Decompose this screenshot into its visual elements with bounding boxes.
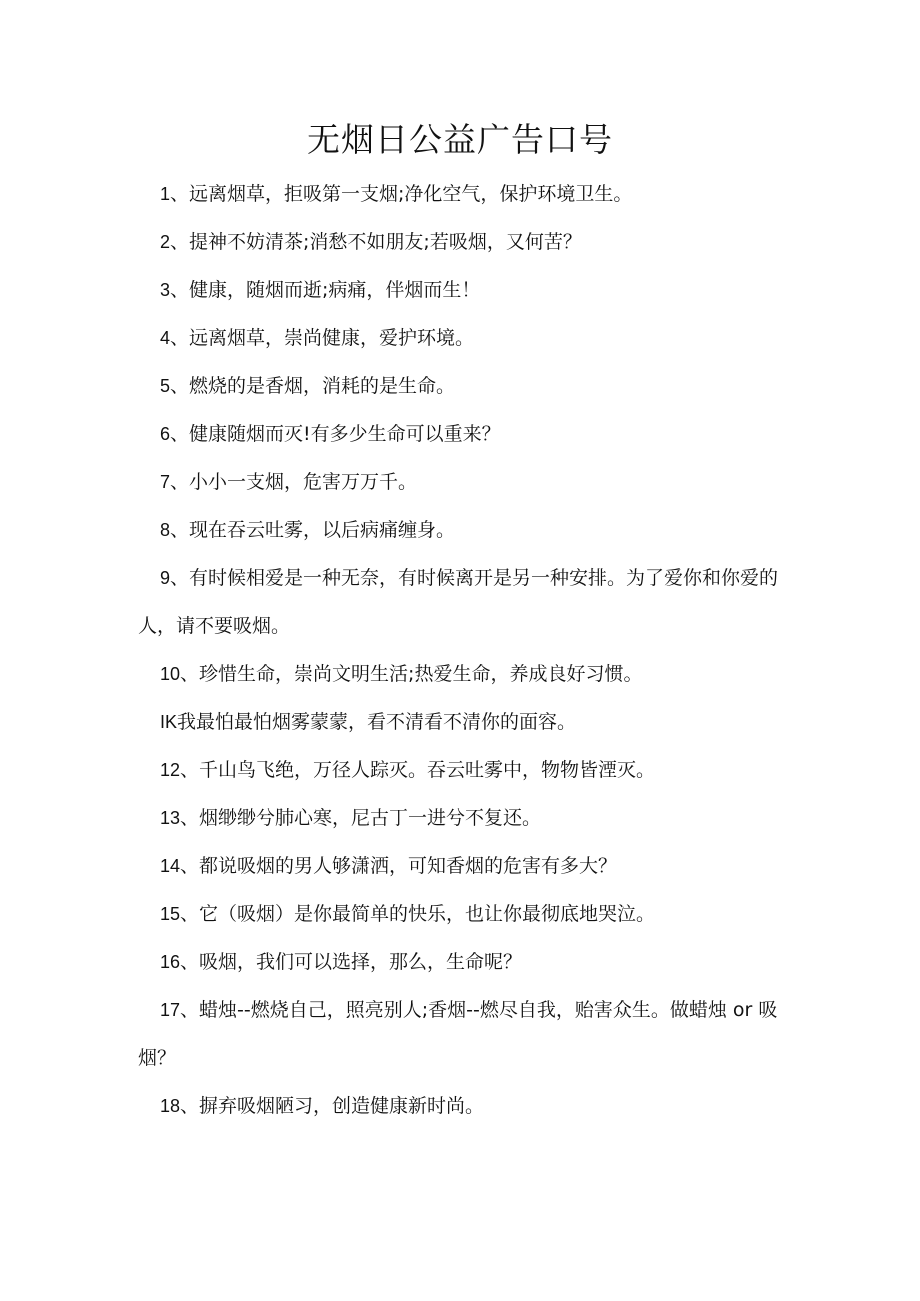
item-separator: 、 [170,183,190,205]
item-text: 健康随烟而灭!有多少生命可以重来？ [189,423,501,445]
item-text: 蜡烛--燃烧自己，照亮别人;香烟--燃尽自我，贻害众生。做蜡烛 or 吸烟？ [138,999,778,1069]
list-item [138,314,798,362]
item-text: 烟缈缈兮肺心寒，尼古丁一进兮不复还。 [199,807,542,829]
list-item [138,410,798,458]
item-number: 4 [160,328,171,348]
item-number: 3 [160,280,171,300]
list-item [138,842,798,890]
list-item [138,938,798,986]
item-number: 5 [160,376,171,396]
list-item [138,554,798,650]
list-item [138,794,798,842]
list-item [138,506,798,554]
item-text: 我最怕最怕烟雾蒙蒙，看不清看不清你的面容。 [177,711,577,733]
item-number: 12 [160,760,181,780]
item-number: 9 [160,568,171,588]
item-separator: 、 [180,759,200,781]
item-number: 8 [160,520,171,540]
item-separator: 、 [180,807,200,829]
list-item [138,698,798,746]
item-separator: 、 [180,855,200,877]
list-item [138,458,798,506]
item-text: 健康，随烟而逝;病痛，伴烟而生！ [189,279,481,301]
list-item [138,890,798,938]
item-number: 7 [160,472,171,492]
item-separator: 、 [170,375,190,397]
item-separator: 、 [170,519,190,541]
item-separator: 、 [180,999,200,1021]
item-text: 有时候相爱是一种无奈，有时候离开是另一种安排。为了爱你和你爱的人，请不要吸烟。 [138,567,779,637]
item-separator: 、 [170,423,190,445]
item-separator: 、 [170,471,190,493]
list-item [138,650,798,698]
item-text: 远离烟草，拒吸第一支烟;净化空气，保护环境卫生。 [189,183,633,205]
item-number: 14 [160,856,181,876]
item-number: 10 [160,664,181,684]
list-item [138,362,798,410]
item-text: 它（吸烟）是你最简单的快乐，也让你最彻底地哭泣。 [199,903,656,925]
item-separator: 、 [180,903,200,925]
item-number: 18 [160,1096,181,1116]
item-number: 16 [160,952,181,972]
list-item [138,1082,798,1130]
item-number: 15 [160,904,181,924]
item-separator: 、 [170,231,190,253]
item-separator: 、 [170,279,190,301]
item-number: IK [160,712,178,732]
item-text: 提神不妨清茶;消愁不如朋友;若吸烟，又何苦？ [189,231,582,253]
list-item [138,170,798,218]
item-text: 现在吞云吐雾，以后病痛缠身。 [189,519,456,541]
item-text: 燃烧的是香烟，消耗的是生命。 [189,375,456,397]
item-number: 2 [160,232,171,252]
item-text: 珍惜生命，崇尚文明生活;热爱生命，养成良好习惯。 [199,663,643,685]
item-text: 远离烟草，崇尚健康，爱护环境。 [189,327,475,349]
item-separator: 、 [180,1095,200,1117]
list-item [138,746,798,794]
list-item [138,266,798,314]
list-item [138,986,798,1082]
item-separator: 、 [170,567,190,589]
item-separator: 、 [170,327,190,349]
item-number: 1 [160,184,171,204]
item-text: 都说吸烟的男人够潇洒，可知香烟的危害有多大？ [199,855,618,877]
list-item [138,218,798,266]
slogan-list [138,170,798,1130]
item-text: 千山鸟飞绝，万径人踪灭。吞云吐雾中，物物皆湮灭。 [199,759,656,781]
item-separator: 、 [180,663,200,685]
item-text: 摒弃吸烟陋习，创造健康新时尚。 [199,1095,485,1117]
item-text: 吸烟，我们可以选择，那么，生命呢？ [199,951,523,973]
item-text: 小小一支烟，危害万万千。 [189,471,418,493]
item-separator: 、 [180,951,200,973]
item-number: 13 [160,808,181,828]
item-number: 17 [160,1000,181,1020]
page-title: 无烟日公益广告口号 [307,120,613,159]
item-number: 6 [160,424,171,444]
